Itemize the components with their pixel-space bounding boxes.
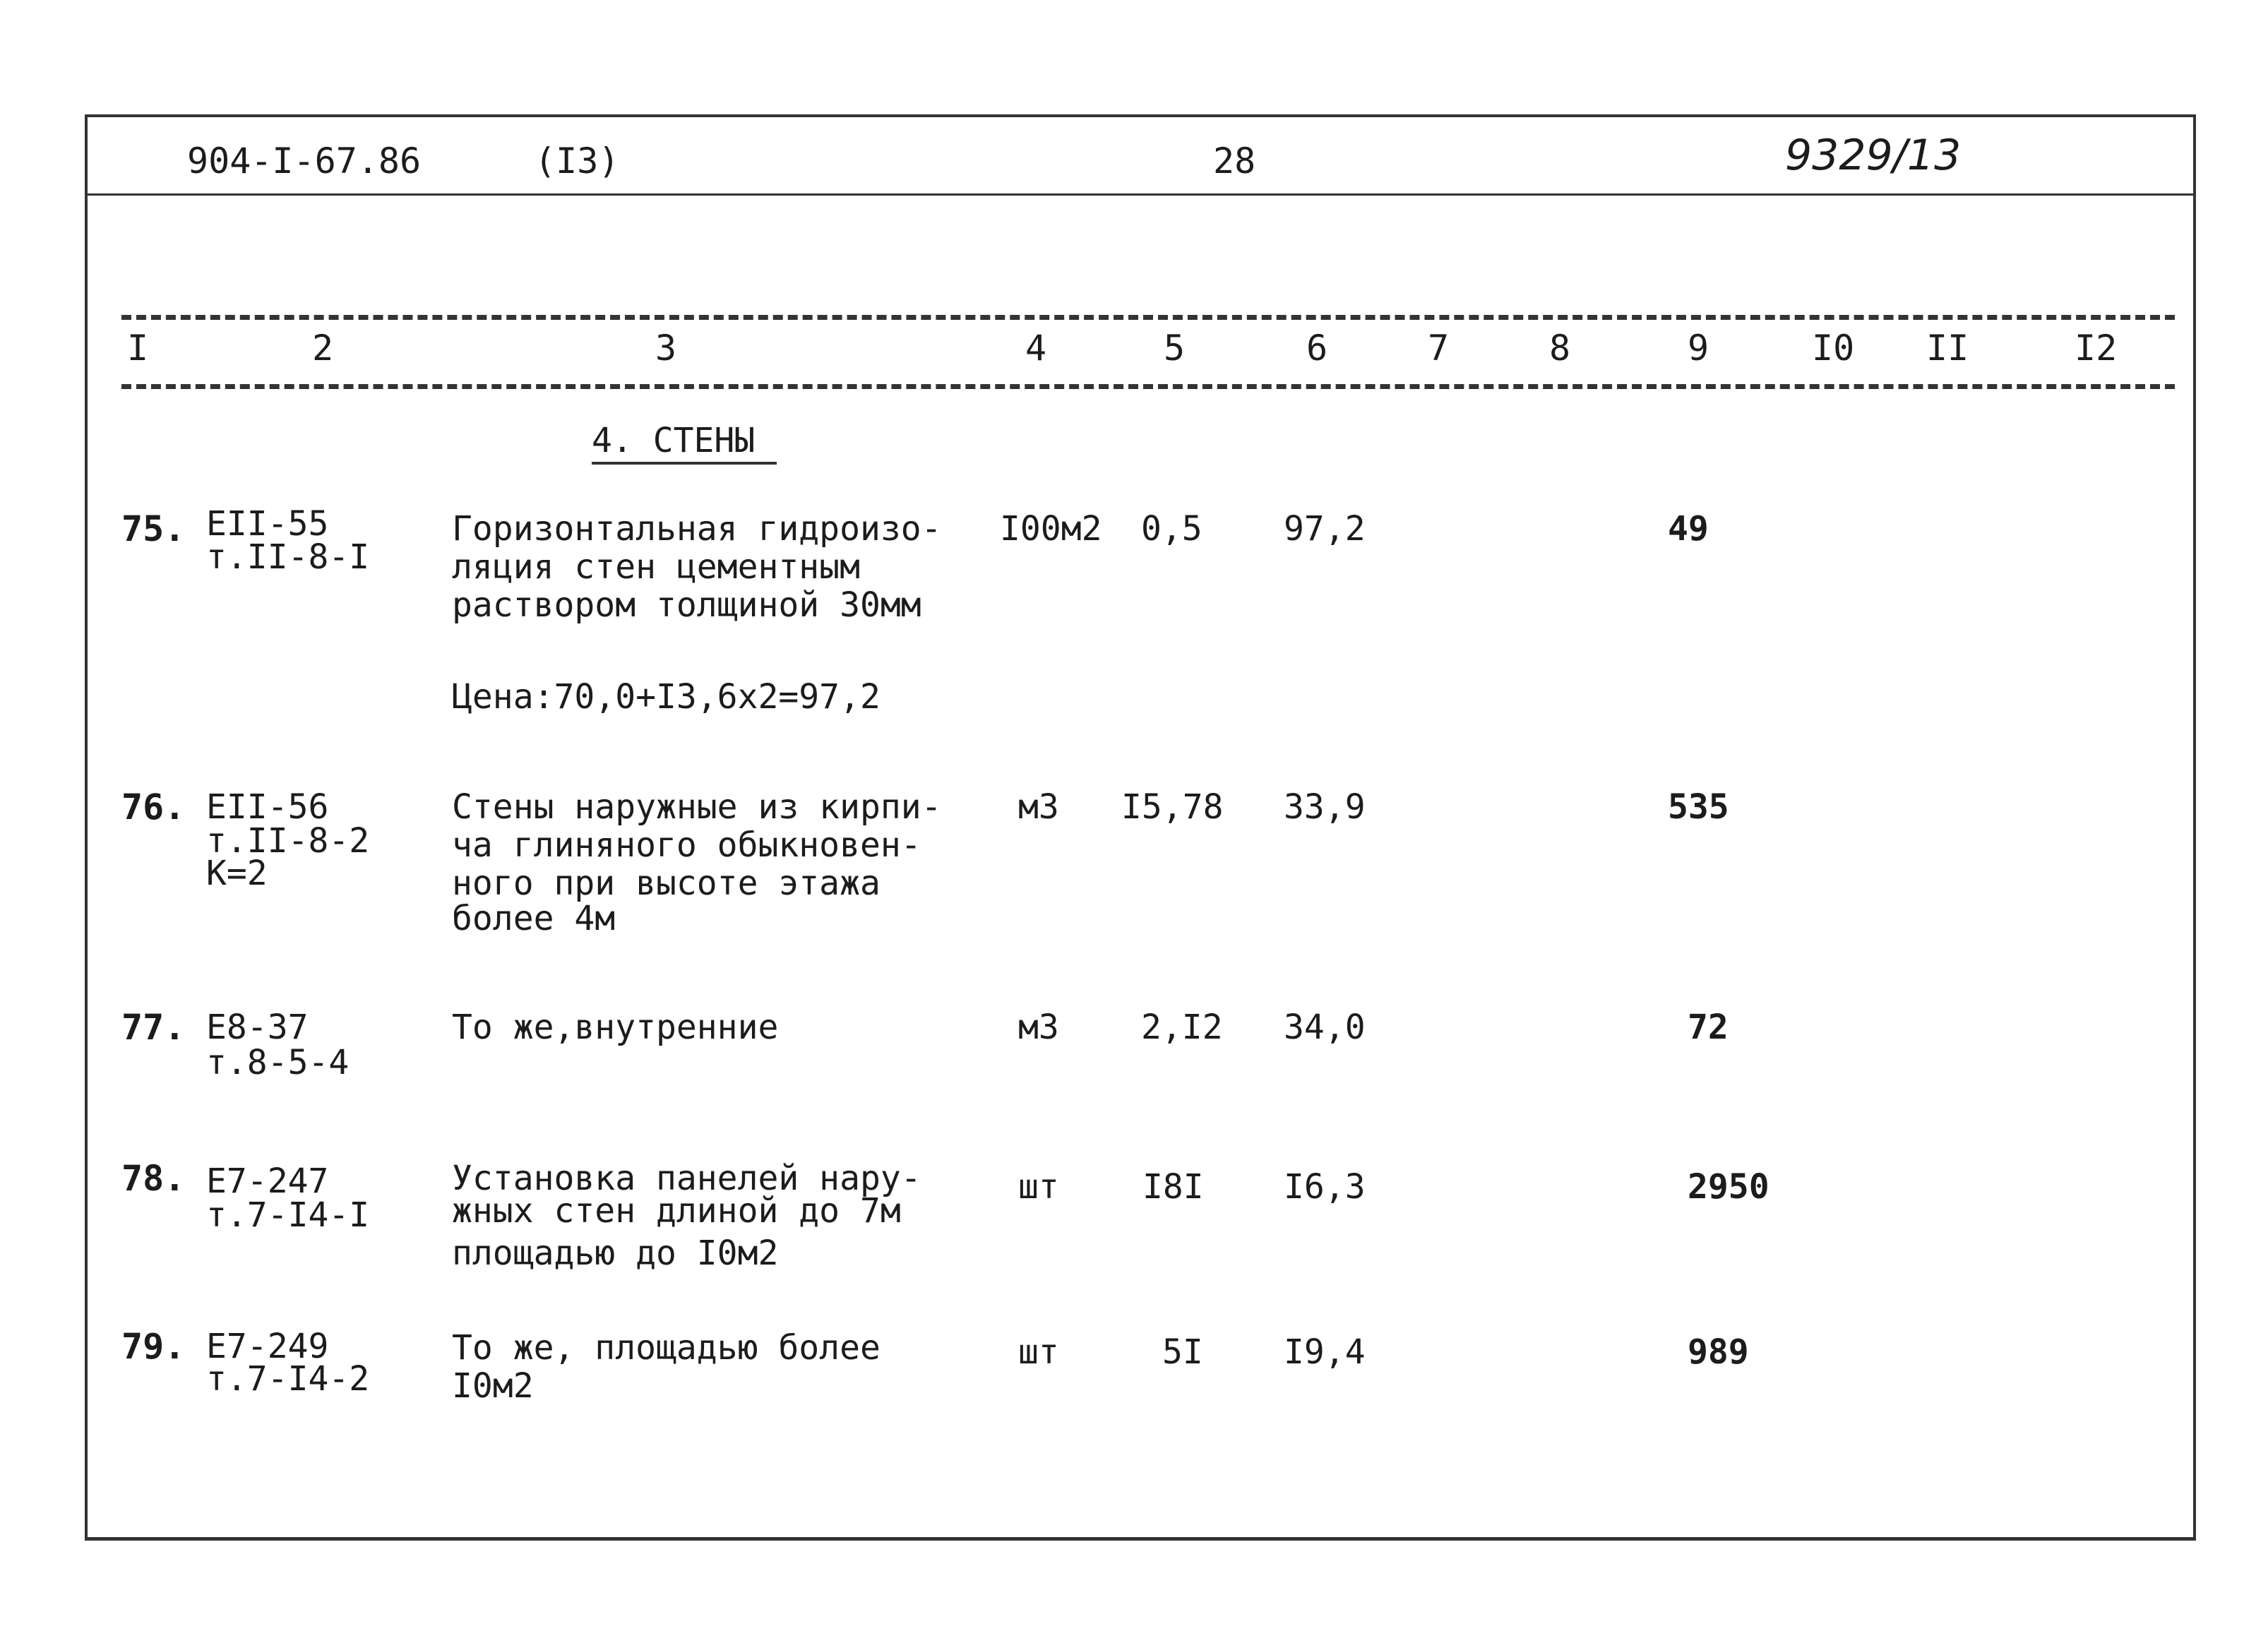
column-header-bottom-rule (121, 384, 2175, 389)
inventory-number: 9329/13 (1785, 131, 1962, 180)
rate-table-ref: т.II-8-I (206, 537, 370, 577)
row-number: 76. (121, 787, 186, 828)
work-description: Горизонтальная гидроизо- (452, 509, 942, 549)
header-divider (85, 193, 2196, 196)
work-description: ча глиняного обыкновен- (452, 825, 921, 865)
work-description: площадью до I0м2 (452, 1233, 779, 1273)
column-number: II (1926, 328, 1969, 369)
rate-table-ref: т.II-8-2 (206, 821, 370, 861)
rate-table-ref: т.8-5-4 (206, 1043, 350, 1082)
work-description: ляция стен цементным (452, 547, 860, 587)
column-number: 3 (655, 328, 677, 369)
quantity: 5I (1162, 1332, 1203, 1372)
unit-price: 33,9 (1284, 787, 1366, 827)
column-number: 6 (1306, 328, 1328, 369)
quantity: I8I (1142, 1167, 1204, 1207)
quantity: 2,I2 (1141, 1008, 1223, 1047)
column-number: 9 (1688, 328, 1709, 369)
row-number: 78. (121, 1158, 186, 1199)
rate-code: E7-247 (206, 1161, 329, 1201)
column-number: 4 (1025, 328, 1047, 369)
price-calculation-note: Цена:70,0+I3,6х2=97,2 (452, 677, 881, 717)
column-number: I2 (2075, 328, 2118, 369)
work-description: То же,внутренние (452, 1008, 779, 1047)
column-header-top-rule (121, 315, 2175, 320)
work-description: Стены наружные из кирпи- (452, 787, 942, 827)
page-number: 28 (1213, 141, 1256, 181)
total-cost: 989 (1688, 1332, 1749, 1372)
quantity: I5,78 (1121, 787, 1224, 827)
unit-price: I9,4 (1284, 1332, 1366, 1372)
work-description: ного при высоте этажа (452, 864, 881, 903)
row-number: 75. (121, 508, 186, 549)
row-number: 77. (121, 1007, 186, 1048)
unit: м3 (1018, 1008, 1059, 1047)
rate-code: EII-55 (206, 504, 329, 544)
row-number: 79. (121, 1326, 186, 1367)
unit: шт (1018, 1332, 1059, 1372)
unit: м3 (1018, 787, 1059, 827)
document-code: 904-I-67.86 (187, 141, 422, 181)
column-number: 2 (312, 328, 334, 369)
work-description: То же, площадью более (452, 1328, 881, 1368)
total-cost: 72 (1688, 1008, 1729, 1047)
unit: шт (1018, 1167, 1059, 1207)
quantity: 0,5 (1141, 509, 1202, 549)
unit: I00м2 (1000, 509, 1102, 549)
rate-code: E7-249 (206, 1327, 329, 1366)
rate-code: EII-56 (206, 787, 329, 827)
total-cost: 535 (1668, 787, 1729, 827)
column-number: 7 (1428, 328, 1450, 369)
rate-table-ref: т.7-I4-2 (206, 1359, 370, 1399)
unit-price: 34,0 (1284, 1008, 1366, 1047)
column-number: 5 (1164, 328, 1186, 369)
section-title-underline (592, 462, 777, 465)
work-description: более 4м (452, 899, 616, 938)
section-number: (I3) (535, 141, 620, 181)
work-description: Установка панелей нару- (452, 1159, 921, 1198)
column-number: I (127, 328, 149, 369)
section-title: 4. СТЕНЫ (592, 421, 756, 460)
document-frame (85, 114, 2196, 1541)
unit-price: I6,3 (1284, 1167, 1366, 1207)
rate-table-ref: т.7-I4-I (206, 1195, 370, 1235)
work-description: I0м2 (452, 1366, 534, 1406)
rate-coefficient: К=2 (206, 854, 268, 893)
rate-code: E8-37 (206, 1008, 309, 1047)
total-cost: 49 (1668, 509, 1709, 549)
work-description: жных стен длиной до 7м (452, 1191, 901, 1231)
column-number: 8 (1549, 328, 1571, 369)
column-number: I0 (1812, 328, 1855, 369)
work-description: раствором толщиной 30мм (452, 585, 921, 625)
total-cost: 2950 (1688, 1167, 1769, 1207)
unit-price: 97,2 (1284, 509, 1366, 549)
